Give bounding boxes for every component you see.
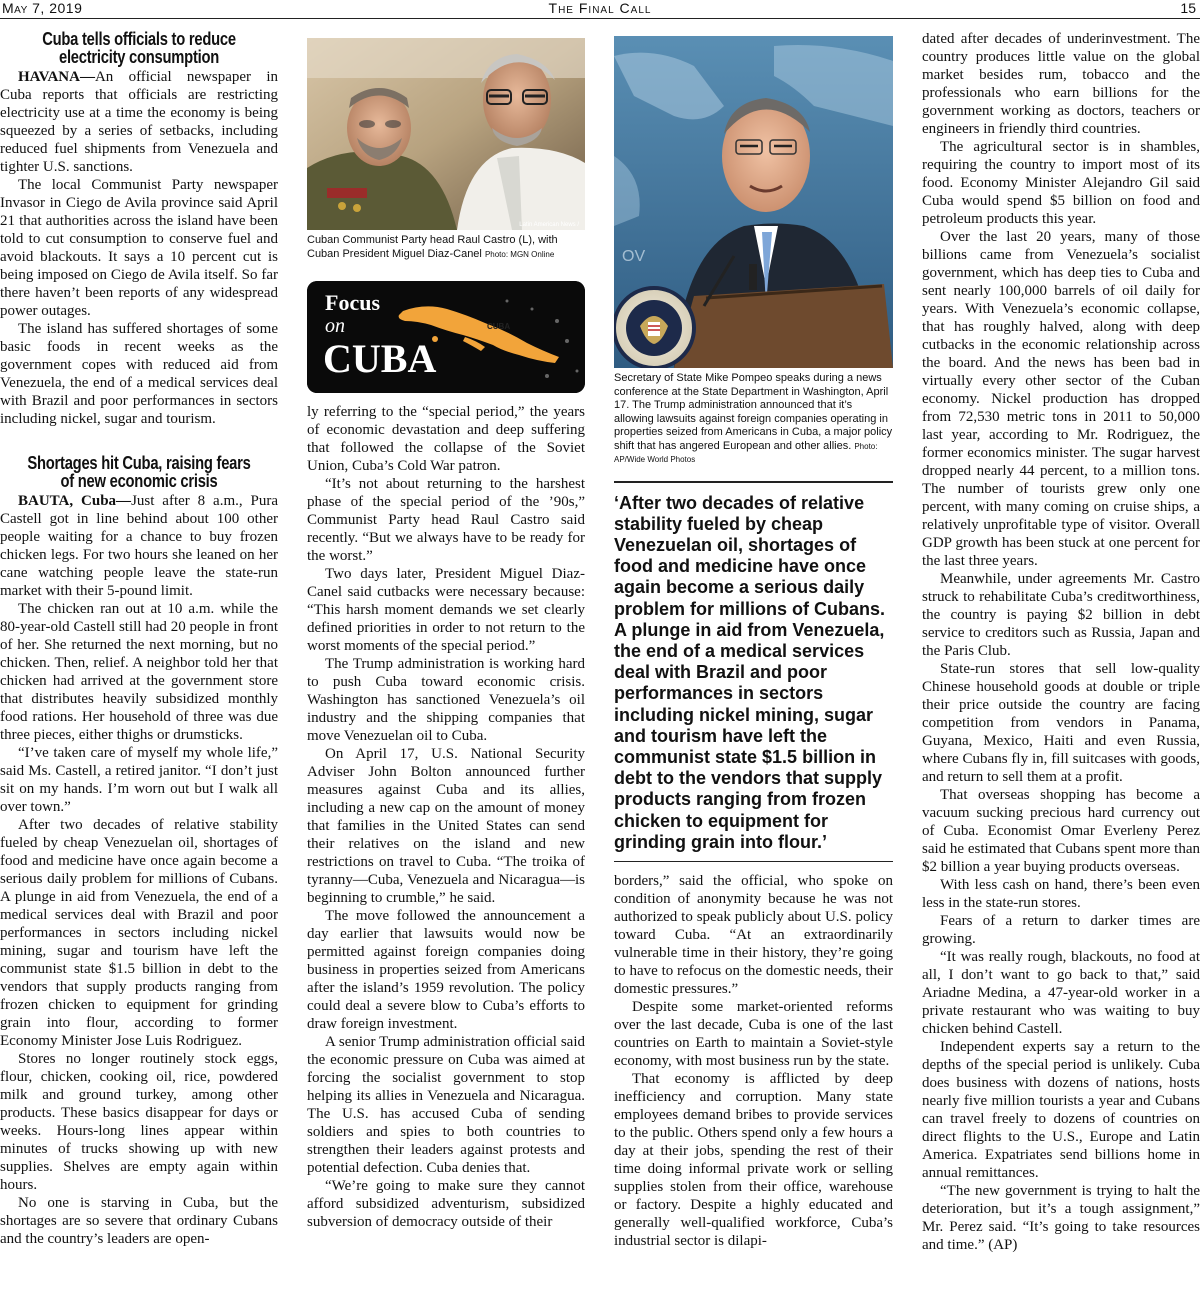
pull-quote: ‘After two decades of relative stability fueled by cheap Venezuelan oil, shortages of food and medicine have once again become a serious daily problem for millions of Cubans. A plunge in aid from Venezuela, the end of a medical services deal with Brazil and poor performances in sectors including nickel mining, sugar and tourism have left the communist state $1.5 billion in debt to the vendors that supply products ranging from frozen chicken to equipment for grinding grain into flour.’ (614, 481, 893, 862)
column-2 (307, 38, 585, 1231)
map-label: CUBA (487, 322, 511, 331)
story2-paragraph: Despite some market-oriented reforms over the last decade, Cuba is one of the last countries on Earth to maintain a Soviet-style economy, with most business run by the state. (614, 998, 893, 1069)
story2-paragraph: Fears of a return to darker times are growing. (922, 913, 1200, 947)
story2-paragraph: Independent experts say a return to the depths of the special period is unlikely. Cuba does business with dozens of nations, hosts nearly five million tourists a year and Cubans can travel freely to dozens of countries on direct flights to the U.S., Europe and Latin America. Expatriates send billions home in annual remittances. (922, 1039, 1200, 1181)
column-1 (0, 24, 278, 1296)
story2-paragraph: Over the last 20 years, many of those billions came from Venezuela’s socialist government, which has deep ties to Cuba and sent nearly 100,000 barrels of oil daily for years. With Venezuela’s economic collapse, that has roughly halved, along with deep cutbacks in the economic relationship across the board. And the news has been bad in virtually every other sector of the Cuban economy. Nickel production has dropped from 72,530 metric tons in 2011 to 50,000 last year, according to Mr. Rodriguez, the former economics minister. The sugar harvest dropped nearly 44 percent, to a million tons. The number of tourists grew only one percent, with many coming on cruise ships, a relatively unprofitable type of visitor. Overall GDP growth has been stuck at one percent for the last three years. (922, 229, 1200, 569)
focus-word: Focus (325, 290, 380, 315)
issue-date: May 7, 2019 (2, 0, 83, 16)
screen-text: OV (622, 248, 646, 265)
story2-paragraph: Two days later, President Miguel Diaz-Canel said cutbacks were necessary because: “This harsh moment demands we set clearly defined priorities in order to not return to the worst moments of the special period.” (307, 566, 585, 654)
pompeo-photo (614, 36, 893, 368)
story1-paragraph: HAVANA—An official newspaper in Cuba reports that officials are restricting electricity use at a time the economy is being squeezed by a series of setbacks, including reduced fuel shipments from Venezuela and tighter U.S. sanctions. (0, 69, 278, 175)
photo1-credit: Photo: MGN Online (484, 249, 555, 259)
story1-dateline: HAVANA— (18, 69, 95, 85)
photo1-caption: Cuban Communist Party head Raul Castro (L), with Cuban President Miguel Diaz-Canel Photo: MGN Online (307, 234, 558, 260)
story2-paragraph: ly referring to the “special period,” the years of economic devastation and deep suffering that followed the collapse of the Soviet Union, Cuba’s Cold War patron. (307, 404, 585, 474)
story2-paragraph: No one is starving in Cuba, but the shortages are so severe that ordinary Cubans and the country’s leaders are open- (0, 1195, 278, 1247)
story2-paragraph: That overseas shopping has become a vacuum sucking precious hard currency out of Cuba. Economist Omar Everleny Perez said he estimated that Cubans spent more than $2 billion a year buying products overseas. (922, 787, 1200, 875)
story1-paragraph: The island has suffered shortages of some basic foods in recent weeks as the government copes with reduced aid from Venezuela, the end of a medical services deal with Brazil and poor performances in sectors including nickel, sugar and tourism. (0, 321, 278, 427)
story2-paragraph: borders,” said the official, who spoke on condition of anonymity because he was not authorized to speak publicly about U.S. policy toward Cuba. “At an extraordinarily vulnerable time in their history, they’re going to have to refocus on the domestic needs, their domestic pressures.” (614, 872, 893, 997)
focus-on-cuba-logo (307, 281, 585, 393)
story2-paragraph: “It was really rough, blackouts, no food at all, I don’t want to go back to that,” said Ariadne Medina, a 47-year-old worker in a private restaurant who was waiting to buy chicken behind Castell. (922, 949, 1200, 1037)
story1-headline: Cuba tells officials to reduce electricity consumption (42, 29, 236, 67)
story2-paragraph: Stores no longer routinely stock eggs, flour, chicken, cooking oil, rice, powdered milk and ground turkey, among other products. These basics disappear for days or weeks. Hours-long lines appear within minutes of trucks showing up with new supplies. Shelves are empty again within hours. (0, 1051, 278, 1193)
story2-paragraph: On April 17, U.S. National Security Adviser John Bolton announced further measures against Cuba and its allies, including a new cap on the amount of money that families in the United States can send their relatives on the island and new restrictions on travel to Cuba. “The troika of tyranny—Cuba, Venezuela and Nicaragua—is beginning to crumble,” he said. (307, 746, 585, 906)
story2-paragraph: With less cash on hand, there’s been even less in the state-run stores. (922, 877, 1200, 911)
column-3 (614, 36, 893, 1250)
story2-paragraph: That economy is afflicted by deep inefficiency and corruption. Many state employees demand bribes to provide services to the public. Others spend only a few hours a day at their jobs, spending the rest of their time doing informal private work or selling supplies stolen from their office, warehouse or factory. Despite a highly educated and generally well-qualified workforce, Cuba’s industrial sector is dilapi- (614, 1070, 893, 1249)
story2-paragraph: A senior Trump administration official said the economic pressure on Cuba was aimed at forcing the socialist government to stop helping its allies in Venezuela and Nicaragua. The U.S. has accused Cuba of sending soldiers and spies to both countries to strengthen their leaders against protests and potential defection. Cuba denies that. (307, 1034, 585, 1176)
story2-paragraph: “I’ve taken care of myself my whole life,” said Ms. Castell, a retired janitor. “I don’t just sit on my hands. I’m worn out but I walk all over town.” (0, 745, 278, 815)
story2-paragraph: “We’re going to make sure they cannot afford subsidized adventurism, subsidized subversion of democracy outside of their (307, 1178, 585, 1230)
page-number: 15 (1180, 0, 1196, 16)
story2-paragraph: “The new government is trying to halt the deterioration, but it’s a tough assignment,” Mr. Perez said. “It’s going to take resources and time.” (AP) (922, 1183, 1200, 1253)
castro-diazcanel-photo (307, 38, 585, 230)
photo2-credit: Photo: AP/Wide World Photos (614, 441, 878, 464)
story2-paragraph: The Trump administration is working hard to push Cuba toward economic crisis. Washington has sanctioned Venezuela’s oil industry and the shipping companies that move Venezuelan oil to Cuba. (307, 656, 585, 744)
photo2-caption: Secretary of State Mike Pompeo speaks during a news conference at the State Department in Washington, April 17. The Trump administration announced that it’s allowing lawsuits against foreign companies operating in properties seized from Americans in Cuba, a major policy shift that has angered European and other allies. Photo: AP/Wide World Photos (614, 372, 893, 464)
column-4 (922, 30, 1200, 1298)
photo-watermark: Latin American News / (519, 222, 579, 228)
story2-paragraph: After two decades of relative stability fueled by cheap Venezuelan oil, shortages of food and medicine have once again become a serious daily problem for millions of Cubans. A plunge in aid from Venezuela, the end of a medical services deal with Brazil and poor performances in sectors including nickel mining, sugar and tourism have left the communist state $1.5 billion in debt to the vendors that supply products ranging from frozen chicken to equipment for grinding grain into flour, according to former Economy Minister Jose Luis Rodriguez. (0, 817, 278, 1049)
story2-paragraph: State-run stores that sell low-quality Chinese household goods at double or triple their price outside the country are facing competition from vendors in Panama, Guyana, Mexico, Haiti and even Russia, where Cubans fly in, fill suitcases with goods, and return to sell them at a profit. (922, 661, 1200, 785)
castro-diazcanel-image (307, 38, 585, 230)
story2-paragraph: dated after decades of underinvestment. The country produces little value on the global market besides rum, tobacco and the professionals who earn billions for the government working as doctors, teachers or engineers in friendly third countries. (922, 31, 1200, 137)
cuba-word: CUBA (323, 336, 437, 381)
story2-paragraph: “It’s not about returning to the harshest phase of the special period of the ’90s,” Communist Party head Raul Castro said recently. “But we always have to be ready for the worst.” (307, 476, 585, 564)
story2-headline: Shortages hit Cuba, raising fears of new economic crisis (27, 453, 251, 491)
story2-dateline: BAUTA, Cuba— (18, 493, 132, 509)
story2-paragraph: The agricultural sector is in shambles, requiring the country to import most of its food. Economy Minister Alejandro Gil said Cuba would spend $5 billion on food and petroleum products this year. (922, 139, 1200, 227)
page-header (0, 0, 1200, 19)
newspaper-name: The Final Call (548, 0, 652, 16)
story2-paragraph: The move followed the announcement a day earlier that lawsuits would now be permitted against foreign companies doing business in properties seized from Americans after the island’s 1959 revolution. The policy could deal a severe blow to Cuba’s efforts to draw foreign investment. (307, 908, 585, 1032)
story2-paragraph: Meanwhile, under agreements Mr. Castro struck to rehabilitate Cuba’s creditworthiness, the country is paying $2 billion in debt service to creditors such as Russia, Japan and the Paris Club. (922, 571, 1200, 659)
story1-paragraph: The local Communist Party newspaper Invasor in Ciego de Avila province said April 21 that authorities across the island have been told to cut consumption to conserve fuel and avoid blackouts. It says a 10 percent cut is being imposed on Ciego de Avila itself. So far there haven’t been reports of any widespread power outages. (0, 177, 278, 319)
story2-paragraph: BAUTA, Cuba—Just after 8 a.m., Pura Castell got in line behind about 100 other people waiting for a chance to buy frozen chicken legs. For two hours she leaned on her cane watching people leave the state-run market with their 5-pound limit. (0, 493, 278, 599)
on-word: on (325, 315, 345, 337)
pompeo-image (614, 36, 893, 368)
story2-paragraph: The chicken ran out at 10 a.m. while the 80-year-old Castell still had 20 people in front of her. She returned the next morning, but no chicken. Then, relief. A neighbor told her that chicken had arrived at the government store that distributes heavily subsidized monthly food rations. Her household of three was due three pieces, either thighs or drumsticks. (0, 601, 278, 743)
